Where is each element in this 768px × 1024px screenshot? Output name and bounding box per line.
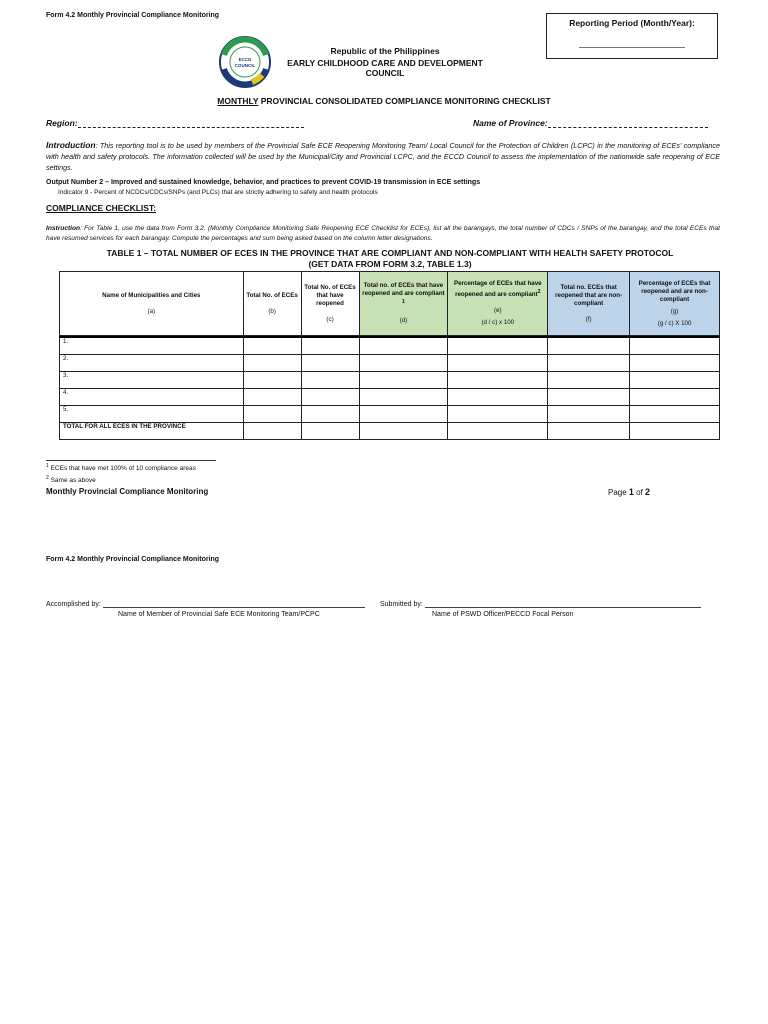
- footnote-2: $^2$ Same as above: [46, 475, 96, 485]
- reporting-period-line[interactable]: [579, 47, 685, 48]
- submitted-by-label: Submitted by:: [380, 601, 423, 608]
- accomplished-by-label: Accomplished by:: [46, 601, 101, 608]
- logo-text-top: ECCD: [238, 57, 252, 62]
- table-total-row: [60, 423, 720, 440]
- table-row: [60, 338, 720, 355]
- submitted-by-caption: Name of PSWD Officer/PECCD Focal Person: [432, 611, 574, 618]
- table-subtitle: (GET DATA FROM FORM 3.2, TABLE 1.3): [308, 259, 472, 269]
- accomplished-by-field[interactable]: [46, 600, 365, 608]
- column-header-municipality: Name of Municipalities and Cities (a): [60, 272, 244, 336]
- reporting-period-label: Reporting Period (Month/Year):: [569, 18, 695, 28]
- header-council: EARLY CHILDHOOD CARE AND DEVELOPMENT COUNCIL: [287, 58, 483, 78]
- title-monthly: MONTHLY: [217, 96, 259, 106]
- region-label: Region:: [46, 118, 78, 128]
- table-title: TABLE 1 – TOTAL NUMBER OF ECES IN THE PROVINCE THAT ARE COMPLIANT AND NON-COMPLIANT WITH HEALTH SAFETY PROTOCOL: [106, 248, 674, 258]
- introduction-label: Introduction: [46, 140, 96, 150]
- table-row: [60, 372, 720, 389]
- eccd-council-logo: [218, 35, 272, 89]
- footnote-1: $^1$ ECEs that have met 100% of 10 compliance areas: [46, 463, 196, 473]
- row-label: 1.: [60, 338, 244, 355]
- table-row: [60, 355, 720, 372]
- introduction-text: : This reporting tool is to be used by members of the Provincial Safe ECE Reopening Monitoring Team/ Local Council for the Protection of Children (LCPC) in the monitoring of ECEs' compliance with health and safety protocols. The information collected will be used by the Municipal/City and Provincial LCPC, and the ECCD Council to assess the implementation of the nationwide safe reopening of ECE settings.: [46, 141, 720, 172]
- instruction-label: Instruction: [46, 225, 81, 232]
- table-row: [60, 406, 720, 423]
- column-header-non-compliant: Total no. ECEs that reopened that are non-compliant (f): [548, 272, 630, 336]
- introduction-paragraph: [46, 140, 720, 173]
- form-label: Form 4.2 Monthly Provincial Compliance Monitoring: [46, 12, 220, 19]
- logo-text-bottom: COUNCIL: [234, 63, 256, 68]
- column-header-total-eces: Total No. of ECEs (b): [243, 272, 301, 336]
- row-label: 5.: [60, 406, 244, 423]
- accomplished-by-caption: Name of Member of Provincial Safe ECE Monitoring Team/PCPC: [118, 611, 320, 618]
- footnote-divider: [46, 460, 216, 461]
- instruction-text: : For Table 1, use the data from Form 3.2. (Monthly Compliance Monitoring Safe Reopening ECE Checklist for ECEs), list all the barangays, the total number of CDCs / SNPs of the barangay, and the total ECEs that have resumed services for each barangay. Compute the percentages and sum being asked based on the column letter designations.: [46, 225, 720, 242]
- column-header-percent-non-compliant: Percentage of ECEs that reopened and are non-compliant (g) (g / c) X 100: [630, 272, 720, 336]
- header-republic: Republic of the Philippines: [330, 46, 440, 56]
- submitted-by-line[interactable]: [425, 600, 701, 608]
- region-field[interactable]: [46, 118, 304, 128]
- form-label-page2: Form 4.2 Monthly Provincial Compliance Monitoring: [46, 556, 220, 563]
- row-label: 3.: [60, 372, 244, 389]
- compliance-checklist-heading: COMPLIANCE CHECKLIST:: [46, 203, 157, 213]
- output-number: Output Number 2 – Improved and sustained knowledge, behavior, and practices to prevent COVID-19 transmission in ECE settings: [46, 179, 481, 186]
- row-label: 4.: [60, 389, 244, 406]
- reporting-period-box[interactable]: [546, 13, 718, 59]
- indicator-text: Indicator 9 - Percent of NCDCs/CDCs/SNPs (and PLCs) that are strictly adhering to safety and health protocols: [58, 189, 378, 196]
- column-header-reopened: Total No. of ECEs that have reopened (c): [301, 272, 359, 336]
- submitted-by-field[interactable]: [380, 600, 701, 608]
- column-header-percent-compliant: Percentage of ECEs that have reopened and are compliant$^2$ (e) (d / c) x 100: [448, 272, 548, 336]
- instruction-paragraph: [46, 224, 720, 244]
- region-input-line[interactable]: [78, 119, 304, 128]
- column-header-compliant: Total no. of ECEs that have reopened and are compliant $^1$ (d): [359, 272, 448, 336]
- page-number: Page 1 of 2: [608, 487, 651, 497]
- province-field[interactable]: [473, 118, 708, 128]
- accomplished-by-line[interactable]: [103, 600, 365, 608]
- total-row-label: TOTAL FOR ALL ECES IN THE PROVINCE: [60, 423, 244, 440]
- compliance-table: [59, 271, 720, 440]
- page-title: [0, 96, 768, 106]
- province-label: Name of Province:: [473, 118, 548, 128]
- footer-title: Monthly Provincial Compliance Monitoring: [46, 487, 209, 496]
- row-label: 2.: [60, 355, 244, 372]
- province-input-line[interactable]: [548, 119, 708, 128]
- table-row: [60, 389, 720, 406]
- title-rest: PROVINCIAL CONSOLIDATED COMPLIANCE MONITORING CHECKLIST: [258, 96, 551, 106]
